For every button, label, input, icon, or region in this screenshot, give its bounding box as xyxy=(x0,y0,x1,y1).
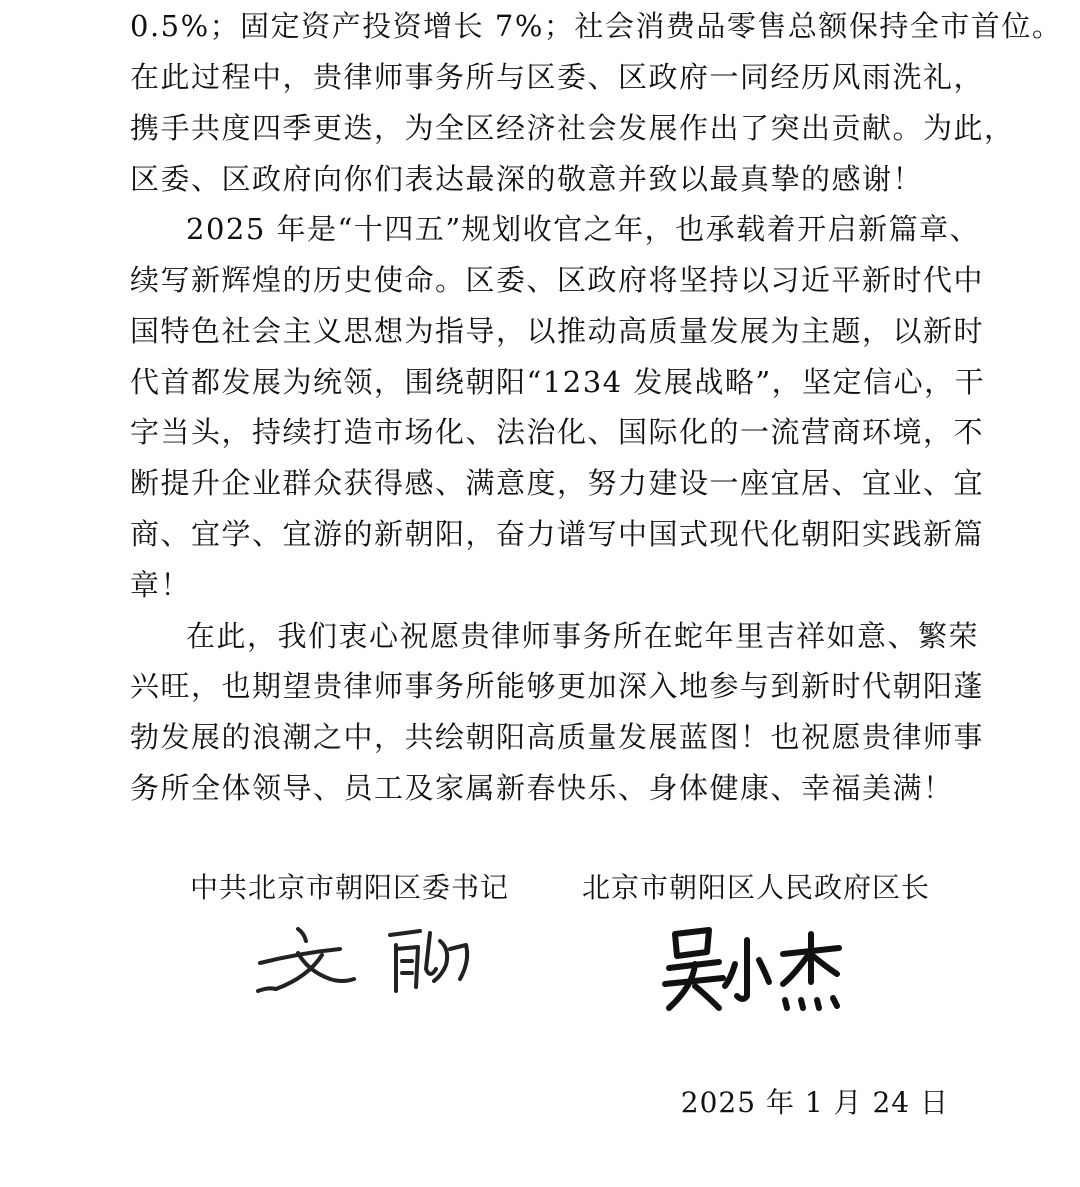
body-line: 0.5%；固定资产投资增长 7%；社会消费品零售总额保持全市首位。 xyxy=(130,9,1063,43)
party-secretary-title: 中共北京市朝阳区委书记 xyxy=(190,871,510,904)
body-line: 字当头，持续打造市场化、法治化、国际化的一流营商环境，不 xyxy=(130,415,985,449)
body-line: 章！ xyxy=(130,568,192,602)
body-line: 在此过程中，贵律师事务所与区委、区政府一同经历风雨洗礼， xyxy=(130,60,985,94)
party-secretary-signature xyxy=(250,915,480,1005)
body-line: 携手共度四季更迭，为全区经济社会发展作出了突出贡献。为此， xyxy=(130,111,1015,145)
district-mayor-signature xyxy=(655,920,855,1015)
body-line: 商、宜学、宜游的新朝阳，奋力谱写中国式现代化朝阳实践新篇 xyxy=(130,517,985,551)
body-line: 务所全体领导、员工及家属新春快乐、身体健康、幸福美满！ xyxy=(130,771,954,805)
letter-date: 2025 年 1 月 24 日 xyxy=(680,1086,949,1119)
district-mayor-title: 北京市朝阳区人民政府区长 xyxy=(582,871,931,904)
body-line: 断提升企业群众获得感、满意度，努力建设一座宜居、宜业、宜 xyxy=(130,466,985,500)
body-line: 勃发展的浪潮之中，共绘朝阳高质量发展蓝图！也祝愿贵律师事 xyxy=(130,720,985,754)
paragraph-first-line: 在此，我们衷心祝愿贵律师事务所在蛇年里吉祥如意、繁荣 xyxy=(186,619,980,653)
body-line: 续写新辉煌的历史使命。区委、区政府将坚持以习近平新时代中 xyxy=(130,263,985,297)
paragraph-first-line: 2025 年是“十四五”规划收官之年，也承载着开启新篇章、 xyxy=(186,212,981,246)
body-line: 代首都发展为统领，围绕朝阳“1234 发展战略”，坚定信心，干 xyxy=(130,365,986,399)
body-line: 国特色社会主义思想为指导，以推动高质量发展为主题，以新时 xyxy=(130,314,985,348)
body-line: 区委、区政府向你们表达最深的敬意并致以最真挚的感谢！ xyxy=(130,162,924,196)
body-line: 兴旺，也期望贵律师事务所能够更加深入地参与到新时代朝阳蓬 xyxy=(130,669,985,703)
